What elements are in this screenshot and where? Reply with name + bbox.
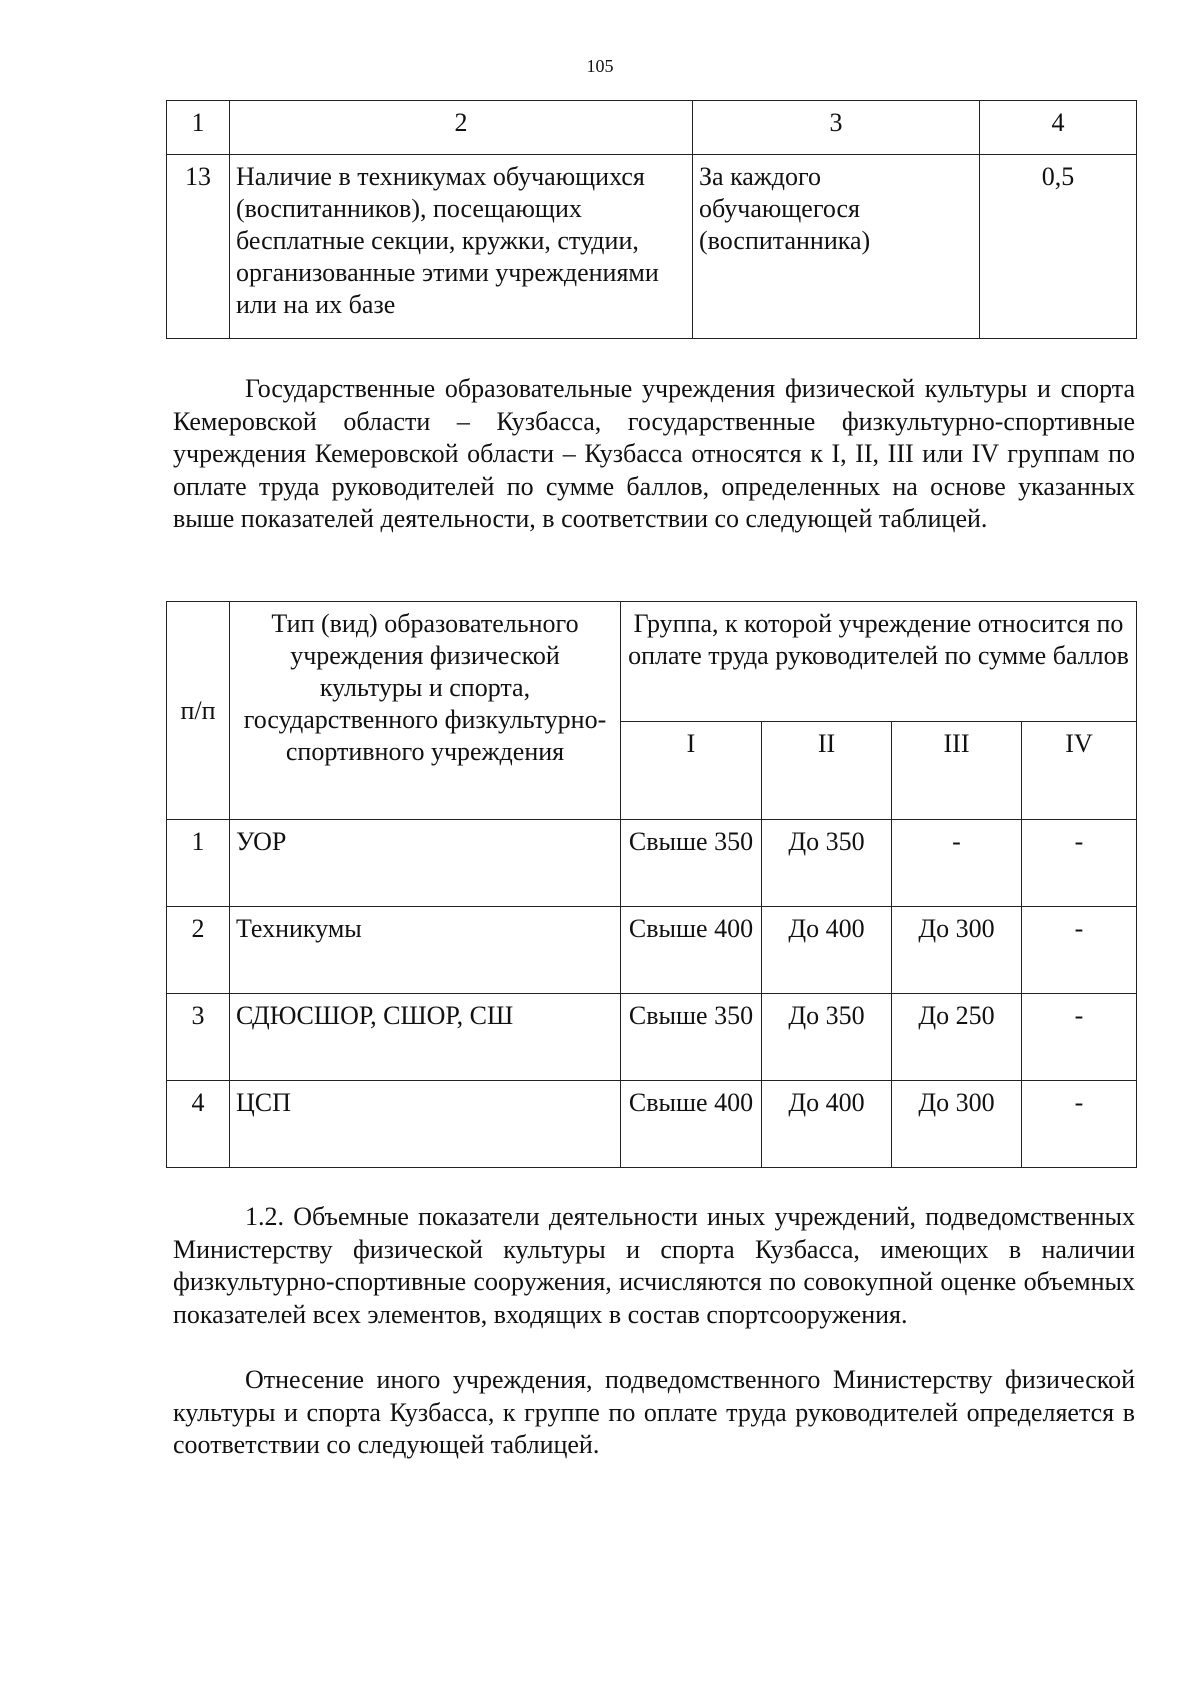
indicators-table xyxy=(166,100,1137,339)
header-type: Тип (вид) образовательного учреждения физической культуры и спорта, государственного физкультурно-спортивного учреждения xyxy=(230,602,621,820)
table-row xyxy=(167,155,1137,339)
header-group: Группа, к которой учреждение относится по оплате труда руководителей по сумме баллов xyxy=(621,602,1137,722)
institution-type: Техникумы xyxy=(230,907,621,994)
group-header-iii: III xyxy=(892,722,1022,820)
paragraph-other-institutions: Отнесение иного учреждения, подведомственного Министерству физической культуры и спорта Кузбасса, к группе по оплате труда руководителей определяется в соответствии со следующей таблицей. xyxy=(173,1365,1135,1460)
header-cell: 1 xyxy=(167,101,230,155)
group-iii-value: - xyxy=(892,820,1022,907)
group-i-value: Свыше 400 xyxy=(621,1081,762,1168)
table-row xyxy=(167,820,1137,907)
row-number: 2 xyxy=(167,907,230,994)
header-cell: 3 xyxy=(693,101,980,155)
table-row xyxy=(167,1081,1137,1168)
table-header-row xyxy=(167,602,1137,722)
condition-text: За каждого обучающегося (воспитанника) xyxy=(693,155,980,339)
header-num: п/п xyxy=(167,602,230,820)
group-iii-value: До 300 xyxy=(892,907,1022,994)
group-ii-value: До 400 xyxy=(762,1081,892,1168)
group-iv-value: - xyxy=(1022,1081,1137,1168)
header-cell: 2 xyxy=(230,101,693,155)
table-header-row xyxy=(167,101,1137,155)
group-iv-value: - xyxy=(1022,994,1137,1081)
group-ii-value: До 350 xyxy=(762,994,892,1081)
group-i-value: Свыше 400 xyxy=(621,907,762,994)
group-iv-value: - xyxy=(1022,820,1137,907)
institution-type: СДЮСШОР, СШОР, СШ xyxy=(230,994,621,1081)
page-number: 105 xyxy=(586,56,614,76)
group-iii-value: До 250 xyxy=(892,994,1022,1081)
row-number: 3 xyxy=(167,994,230,1081)
institution-type: ЦСП xyxy=(230,1081,621,1168)
group-i-value: Свыше 350 xyxy=(621,994,762,1081)
groups-table xyxy=(166,601,1137,1168)
header-cell: 4 xyxy=(980,101,1137,155)
paragraph-groups-intro: Государственные образовательные учреждения физической культуры и спорта Кемеровской области – Кузбасса, государственные физкультурно-спортивные учреждения Кемеровской области – Кузбасса относятся к I, II, III или IV группам по оплате труда руководителей по сумме баллов, определенных на основе указанных выше показателей деятельности, в соответствии со следующей таблицей. xyxy=(173,374,1135,534)
group-iii-value: До 300 xyxy=(892,1081,1022,1168)
paragraph-section-1-2: 1.2. Объемные показатели деятельности иных учреждений, подведомственных Министерству физической культуры и спорта Кузбасса, имеющих в наличии физкультурно-спортивные сооружения, исчисляются по совокупной оценке объемных показателей всех элементов, входящих в состав спортсооружения. xyxy=(173,1202,1135,1329)
points-value: 0,5 xyxy=(980,155,1137,339)
row-number: 4 xyxy=(167,1081,230,1168)
table-row xyxy=(167,907,1137,994)
group-header-ii: II xyxy=(762,722,892,820)
group-ii-value: До 350 xyxy=(762,820,892,907)
group-header-iv: IV xyxy=(1022,722,1137,820)
group-ii-value: До 400 xyxy=(762,907,892,994)
group-header-i: I xyxy=(621,722,762,820)
indicator-text: Наличие в техникумах обучающихся (воспитанников), посещающих бесплатные секции, кружки, студии, организованные этими учреждениями или на их базе xyxy=(230,155,693,339)
row-number: 13 xyxy=(167,155,230,339)
institution-type: УОР xyxy=(230,820,621,907)
group-iv-value: - xyxy=(1022,907,1137,994)
table-row xyxy=(167,994,1137,1081)
group-i-value: Свыше 350 xyxy=(621,820,762,907)
row-number: 1 xyxy=(167,820,230,907)
